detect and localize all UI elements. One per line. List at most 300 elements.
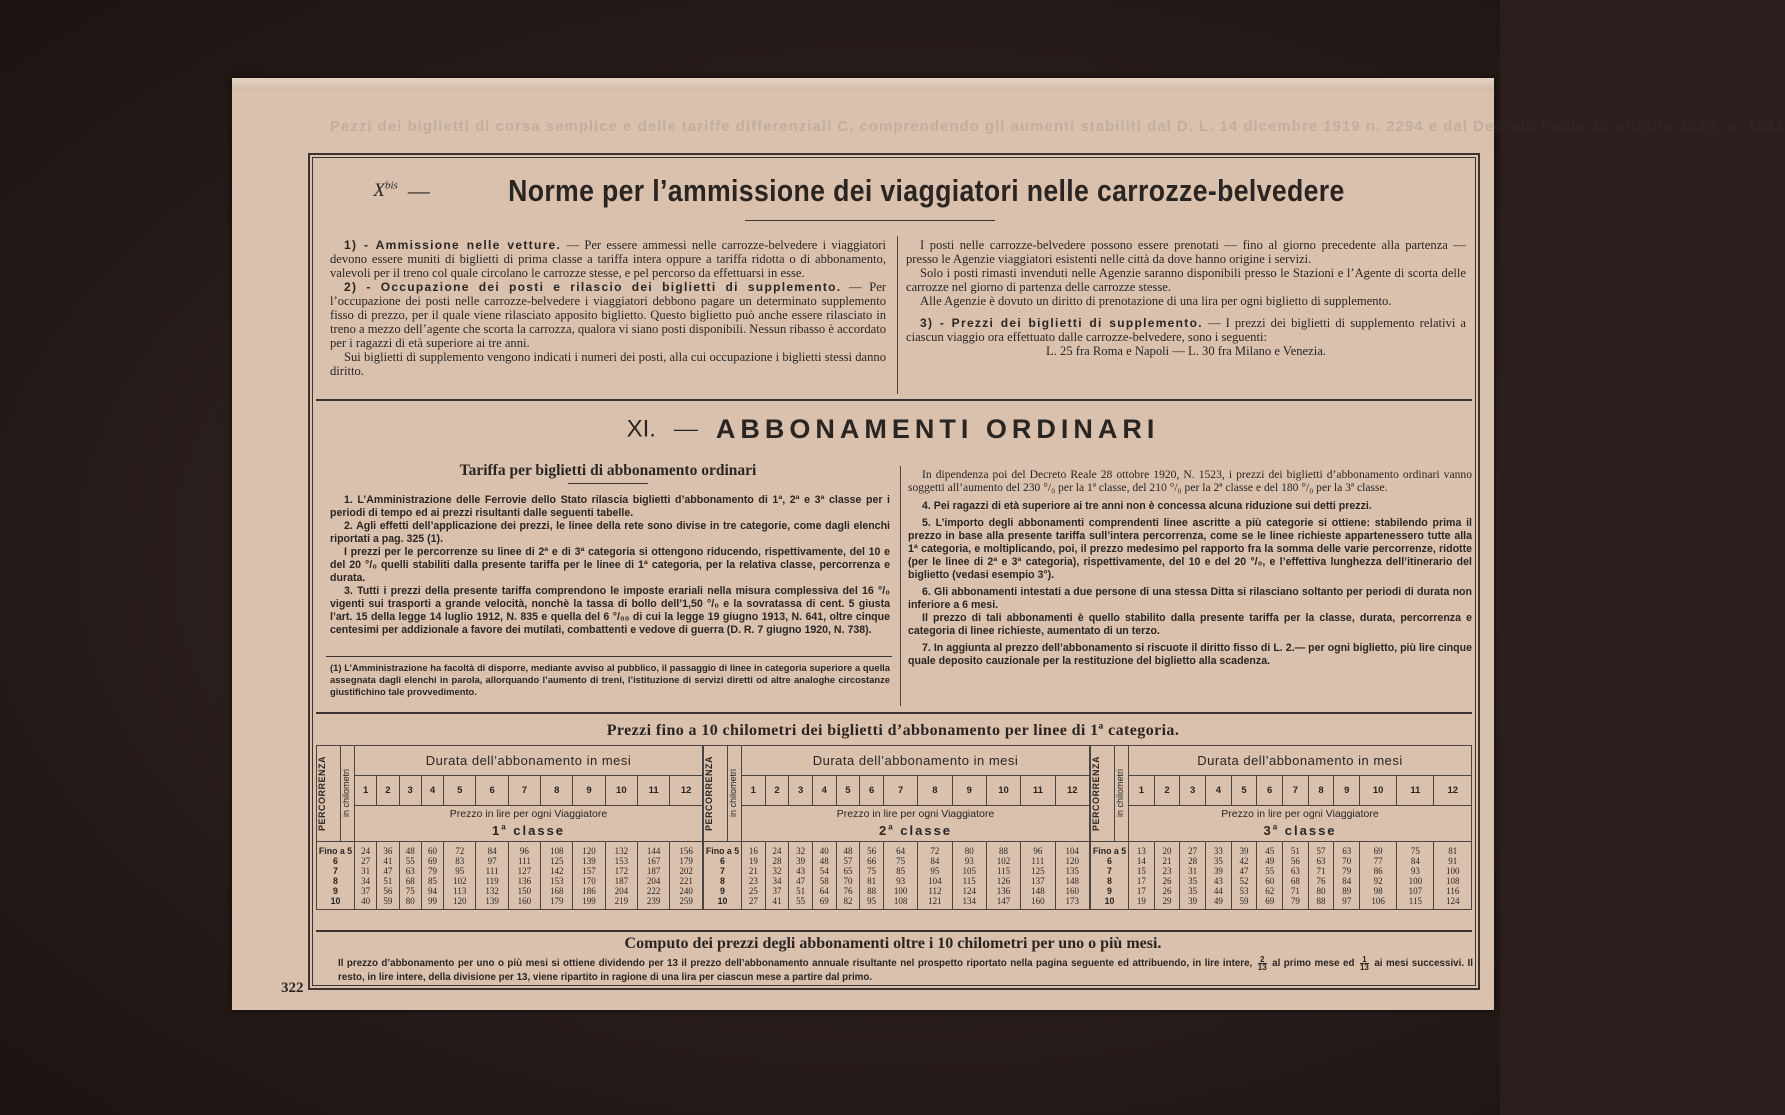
price-label: Prezzo in lire per ogni Viaggiatore: [1221, 807, 1379, 820]
price-value: 52: [1239, 875, 1249, 886]
price-value: 100: [893, 885, 908, 896]
computo-text-part-b: al primo mese ed: [1272, 958, 1355, 970]
price-value: 115: [1408, 895, 1422, 906]
price-value: 27: [361, 855, 371, 866]
month-header: 3: [399, 776, 421, 806]
rule-3-heading: 3) - Prezzi dei biglietti di supplemento.: [920, 316, 1203, 330]
supplement-prices: L. 25 fra Roma e Napoli — L. 30 fra Milano e Venezia.: [1046, 344, 1326, 358]
price-value: 57: [1316, 845, 1326, 856]
distance-value: Fino a 5: [705, 845, 740, 856]
price-value: 102: [453, 875, 467, 886]
table-bottom-rule: [316, 930, 1472, 932]
price-value: 76: [843, 885, 853, 896]
price-value: 76: [1316, 875, 1326, 886]
price-value: 172: [614, 865, 629, 876]
computo-text-part-c: ai mesi successivi. Il resto, in lire intere, della divisione per 13, viene ripartito in ragione di una lira per ciascun mese a partire dal primo.: [338, 958, 1473, 983]
price-value: 187: [614, 875, 629, 886]
price-value: 127: [517, 865, 532, 876]
distance-column: [704, 842, 742, 910]
price-value: 221: [679, 875, 693, 886]
price-value: 69: [427, 855, 437, 866]
price-value: 259: [679, 895, 693, 906]
month-header: 4: [421, 776, 443, 806]
price-value: 79: [1342, 865, 1352, 876]
price-value: 93: [964, 855, 974, 866]
price-value: 64: [896, 845, 906, 856]
tariff-article-5: 5. L’importo degli abbonamenti comprendenti linee ascritte a più categorie si ottiene: stabilendo prima il prezzo in base alla presente tariffa sull’intera percorrenza, come se le linee richieste appartenessero tutte alla 1ª categoria, e moltiplicando, poi, il prezzo medesimo pel rapporto fra la somma delle varie percorrenze, ridotte (per le linee di 2ª e 3ª categoria), rispettivamente, del 10 e del 20 °/₀, e l’effettiva lunghezza dell’itinerario del biglietto (vedasi esempio 3°).: [908, 517, 1472, 581]
price-value: 136: [996, 885, 1011, 896]
price-value: 168: [549, 885, 564, 896]
class-word: classe: [900, 823, 953, 839]
price-value: 93: [896, 875, 906, 886]
class-label: [879, 823, 952, 838]
month-header: 6: [476, 776, 508, 806]
price-value: 111: [485, 865, 499, 876]
month-header: 9: [1334, 776, 1360, 806]
price-value: 63: [405, 865, 415, 876]
prices-table-title: Prezzi fino a 10 chilometri dei biglietti d’abbonamento per linee di 1ª categoria.: [606, 722, 1180, 739]
price-value: 108: [1445, 875, 1460, 886]
price-value: 187: [646, 865, 661, 876]
price-value: 72: [455, 845, 465, 856]
price-value: 71: [1290, 885, 1300, 896]
tariffa-underline: [568, 483, 648, 484]
month-header: 3: [1180, 776, 1206, 806]
class-label: [1263, 823, 1336, 838]
distance-value: 8: [333, 875, 338, 886]
price-value: 88: [867, 885, 877, 896]
tariff-article-3: 3. Tutti i prezzi della presente tariffa comprendono le imposte erariali nella misura complessiva del 16 °/₀ vigenti sui trasporti a grande velocità, nonchè la tassa di bollo dell’1,50 °/₀ e la sovratassa di cent. 5 giusta l’art. 15 della legge 14 luglio 1912, N. 835 e quella del 6 °/₀₀ di cui la legge 19 giugno 1913, N. 641, oltre cinque centesimi per addizionale a favore dei mutilati, combattenti e vedove di guerra (D. R. 7 giugno 1920, N. 738).: [330, 585, 890, 636]
price-value: 25: [748, 885, 758, 896]
price-value: 63: [1316, 855, 1326, 866]
price-column: [670, 842, 703, 910]
month-header: 5: [444, 776, 476, 806]
price-value: 70: [843, 875, 853, 886]
price-value: 59: [383, 895, 393, 906]
price-header: [355, 806, 703, 842]
price-value: 92: [1373, 875, 1383, 886]
month-header: 1: [1129, 776, 1155, 806]
price-value: 40: [819, 845, 829, 856]
price-value: 55: [796, 895, 806, 906]
rule-2-note: Sui biglietti di supplemento vengono indicati i numeri dei posti, alla cui occupazione i biglietti stessi danno diritto.: [330, 350, 886, 378]
price-value: 104: [928, 875, 942, 886]
fraction-denominator: 13: [1359, 963, 1369, 972]
price-value: 79: [427, 865, 437, 876]
price-value: 204: [646, 875, 661, 886]
price-header: [1129, 806, 1472, 842]
price-value: 106: [1371, 895, 1385, 906]
page-edge: [232, 78, 1494, 90]
month-header: 10: [986, 776, 1020, 806]
price-value: 51: [383, 875, 393, 886]
section-separator: [316, 399, 1472, 401]
price-value: 111: [517, 855, 531, 866]
price-value: 121: [928, 895, 942, 906]
section-number: X: [373, 180, 385, 202]
price-value: 75: [867, 865, 877, 876]
class-suffix: a: [1272, 822, 1280, 832]
title-dash: —: [407, 178, 430, 203]
section-number: XI.: [626, 415, 656, 443]
price-value: 75: [896, 855, 906, 866]
price-value: 39: [796, 855, 806, 866]
month-header: 7: [1283, 776, 1309, 806]
price-value: 139: [582, 855, 596, 866]
price-value: 60: [1265, 875, 1275, 886]
price-column: [789, 842, 813, 910]
price-value: 97: [1342, 895, 1352, 906]
distance-value: 6: [333, 855, 338, 866]
price-value: 111: [1031, 855, 1045, 866]
price-header: [742, 806, 1090, 842]
km-label: chilometri: [728, 769, 738, 808]
price-value: 48: [405, 845, 415, 856]
price-value: 116: [1446, 885, 1460, 896]
month-header: 2: [1154, 776, 1180, 806]
tariff-article-7: 7. In aggiunta al prezzo dell’abbonamento si riscuote il diritto fisso di L. 2.— per ogni biglietto, più lire cinque quale deposito cauzionale per la restituzione del biglietto alla scadenza.: [908, 642, 1472, 667]
rule-1-text: — Per essere ammessi nelle carrozze-belvedere i viaggiatori devono essere muniti di biglietti di prima classe a tariffa intera oppure a tariffa ridotta o di abbonamento, valevoli per il treno col quale circolano le carrozze stesse, e pel percorso da effettuarsi in esse.: [330, 238, 886, 280]
section-xi-title: [318, 414, 1468, 452]
price-value: 160: [517, 895, 532, 906]
price-value: 63: [1290, 865, 1300, 876]
class-number: 1: [491, 823, 502, 839]
month-header: 11: [638, 776, 670, 806]
price-value: 31: [1188, 865, 1198, 876]
month-header: 2: [377, 776, 399, 806]
price-value: 71: [1316, 865, 1326, 876]
price-value: 93: [1410, 865, 1420, 876]
price-column: [377, 842, 399, 910]
month-header: 12: [1434, 776, 1472, 806]
km-header: [728, 746, 742, 842]
price-column: [638, 842, 670, 910]
month-header: 8: [541, 776, 573, 806]
class-word: classe: [1284, 823, 1337, 839]
price-value: 39: [1213, 865, 1223, 876]
price-value: 17: [1136, 875, 1146, 886]
price-value: 49: [1213, 895, 1223, 906]
distance-value: 6: [720, 855, 725, 866]
section-title-text: Norme per l’ammissione dei viaggiatori nelle carrozze-belvedere: [507, 173, 1345, 208]
rule-1-heading: 1) - Ammissione nelle vetture.: [344, 238, 562, 252]
price-value: 69: [819, 895, 829, 906]
class-number: 3: [1263, 823, 1273, 839]
price-value: 39: [1239, 845, 1249, 856]
price-column: [1180, 842, 1206, 910]
distance-column: [317, 842, 355, 910]
price-value: 47: [796, 875, 806, 886]
price-value: 199: [582, 895, 596, 906]
price-value: 107: [1408, 885, 1423, 896]
class-suffix: a: [888, 822, 895, 832]
km-label: chilometri: [1115, 769, 1125, 808]
price-value: 69: [1265, 895, 1275, 906]
price-value: 47: [383, 865, 393, 876]
price-value: 45: [1265, 845, 1275, 856]
price-value: 28: [772, 855, 782, 866]
in-label: in: [728, 810, 738, 818]
price-value: 40: [361, 895, 371, 906]
fraction-numerator: 1: [1360, 956, 1369, 964]
price-value: 179: [549, 895, 564, 906]
price-value: 137: [1031, 875, 1045, 886]
price-value: 98: [1373, 885, 1383, 896]
price-value: 81: [1448, 845, 1458, 856]
price-value: 55: [1265, 865, 1275, 876]
month-header: 10: [605, 776, 637, 806]
price-value: 95: [867, 895, 877, 906]
price-column: [742, 842, 766, 910]
price-column: [1154, 842, 1180, 910]
price-value: 34: [361, 875, 371, 886]
price-value: 85: [896, 865, 906, 876]
price-value: 105: [962, 865, 976, 876]
distance-value: 7: [1107, 865, 1112, 876]
price-value: 51: [1290, 845, 1300, 856]
price-value: 62: [1265, 885, 1275, 896]
class-suffix: a: [501, 822, 508, 832]
price-value: 75: [1410, 845, 1420, 856]
price-value: 32: [796, 845, 806, 856]
month-header: 9: [952, 776, 986, 806]
price-value: 59: [1239, 895, 1249, 906]
price-value: 82: [843, 895, 853, 906]
price-value: 142: [549, 865, 564, 876]
price-value: 147: [996, 895, 1011, 906]
month-header: 10: [1360, 776, 1397, 806]
price-value: 120: [1065, 855, 1079, 866]
percorrenza-header: [704, 746, 728, 842]
duration-header: Durata dell’abbonamento in mesi: [1129, 746, 1472, 776]
price-value: 66: [867, 855, 877, 866]
price-column: [1360, 842, 1397, 910]
rule-2-heading: 2) - Occupazione dei posti e rilascio dei biglietti di supplemento.: [344, 280, 842, 294]
price-value: 65: [843, 865, 853, 876]
price-value: 240: [679, 885, 693, 896]
month-header: 1: [355, 776, 377, 806]
price-value: 56: [1290, 855, 1300, 866]
price-value: 135: [1065, 865, 1079, 876]
month-header: 3: [789, 776, 813, 806]
price-column: [1231, 842, 1257, 910]
booking-text: I posti nelle carrozze-belvedere possono essere prenotati — fino al giorno precedente alla partenza — presso le Agenzie viaggiatori esistenti nelle città da dove hanno origine i servizi.: [906, 238, 1466, 266]
price-value: 108: [893, 895, 908, 906]
footnote-rule: [326, 656, 892, 657]
month-header: 11: [1021, 776, 1055, 806]
price-label: Prezzo in lire per ogni Viaggiatore: [449, 807, 608, 820]
price-value: 157: [582, 865, 596, 876]
price-value: 96: [519, 845, 529, 856]
month-header: 2: [765, 776, 789, 806]
price-value: 37: [361, 885, 371, 896]
distance-value: Fino a 5: [1092, 845, 1127, 856]
price-value: 219: [614, 895, 629, 906]
price-value: 64: [819, 885, 829, 896]
price-value: 42: [1239, 855, 1249, 866]
class-label: [492, 823, 565, 838]
price-value: 132: [485, 885, 499, 896]
tariff-article-6-note: Il prezzo di tali abbonamenti è quello stabilito dalla presente tariffa per la classe, durata, percorrenza e categoria di linee richieste, aumentato di un terzo.: [908, 612, 1472, 637]
price-value: 79: [1290, 895, 1300, 906]
price-column: [1055, 842, 1090, 910]
title-dash: —: [673, 416, 698, 442]
price-value: 47: [1239, 865, 1249, 876]
price-value: 160: [1065, 885, 1079, 896]
km-header: [1115, 746, 1129, 842]
price-value: 84: [930, 855, 940, 866]
price-value: 94: [427, 885, 437, 896]
price-value: 68: [405, 875, 415, 886]
section-title-text: ABBONAMENTI ORDINARI: [715, 414, 1160, 444]
price-label: Prezzo in lire per ogni Viaggiatore: [836, 807, 995, 820]
km-header: [341, 746, 355, 842]
column-divider: [900, 466, 901, 706]
xbis-right-column: [906, 238, 1466, 358]
class-word: classe: [513, 823, 566, 839]
price-column: [355, 842, 377, 910]
price-value: 28: [1188, 855, 1198, 866]
price-value: 27: [1188, 845, 1198, 856]
month-header: 5: [836, 776, 860, 806]
percorrenza-label: PERCORRENZA: [317, 755, 327, 831]
price-value: 77: [1373, 855, 1383, 866]
price-value: 81: [867, 875, 877, 886]
percorrenza-header: [1091, 746, 1115, 842]
price-value: 120: [582, 845, 596, 856]
price-column: [1206, 842, 1232, 910]
bleed-through-text: Pezzi dei biglietti di corsa semplice e delle tariffe differenziali C, comprendendo gli aumenti stabiliti dal D. L. 14 dicembre 1919 n. 2294 e dal Decreto Reale 28 ottobre 1920, n. 1523: [330, 118, 1785, 135]
price-column: [508, 842, 540, 910]
price-value: 167: [646, 855, 661, 866]
price-value: 104: [1065, 845, 1079, 856]
in-label: in: [1115, 810, 1125, 818]
distance-value: 9: [333, 885, 338, 896]
price-value: 24: [772, 845, 782, 856]
price-value: 23: [1162, 865, 1172, 876]
percorrenza-label: PERCORRENZA: [1091, 755, 1101, 831]
price-value: 58: [819, 875, 829, 886]
price-value: 113: [453, 885, 467, 896]
price-value: 34: [772, 875, 782, 886]
price-column: [1283, 842, 1309, 910]
distance-value: Fino a 5: [318, 845, 353, 856]
month-header: 9: [573, 776, 605, 806]
price-column: [605, 842, 637, 910]
price-value: 33: [1213, 845, 1223, 856]
price-value: 99: [427, 895, 437, 906]
price-value: 36: [383, 845, 393, 856]
price-column: [918, 842, 952, 910]
class-number: 2: [878, 823, 889, 839]
month-header: 11: [1397, 776, 1434, 806]
xi-left-column: [330, 494, 890, 637]
tariff-article-4: 4. Pei ragazzi di età superiore ai tre anni non è concessa alcuna riduzione sui detti prezzi.: [922, 500, 1372, 512]
km-label: chilometri: [341, 769, 351, 808]
price-column: [1397, 842, 1434, 910]
price-value: 136: [517, 875, 532, 886]
price-value: 55: [405, 855, 415, 866]
price-value: 63: [1342, 845, 1352, 856]
distance-value: 10: [1104, 895, 1115, 906]
price-value: 108: [549, 845, 564, 856]
price-value: 69: [1373, 845, 1383, 856]
price-value: 126: [996, 875, 1011, 886]
price-value: 35: [1188, 885, 1198, 896]
price-value: 80: [405, 895, 415, 906]
price-value: 85: [427, 875, 437, 886]
price-value: 60: [427, 845, 437, 856]
price-table-class-3: [1090, 745, 1472, 910]
distance-value: 8: [720, 875, 725, 886]
distance-value: 10: [717, 895, 728, 906]
price-value: 102: [996, 855, 1011, 866]
price-value: 26: [1162, 875, 1172, 886]
distance-value: 9: [720, 885, 725, 896]
price-value: 23: [748, 875, 758, 886]
tariff-article-2-note: I prezzi per le percorrenze su linee di 2ª e di 3ª categoria si ottengono riducendo, rispettivamente, del 10 e del 20 °/₀ quelli stabiliti dalla presente tariffa per le linee di 1ª categoria, per la relativa classe, percorrenza e durata.: [330, 546, 890, 584]
price-value: 16: [748, 845, 758, 856]
price-value: 125: [549, 855, 564, 866]
price-value: 70: [1342, 855, 1352, 866]
price-value: 37: [772, 885, 782, 896]
price-value: 48: [819, 855, 829, 866]
month-header: 4: [812, 776, 836, 806]
price-value: 124: [1445, 895, 1460, 906]
price-value: 19: [748, 855, 758, 866]
fraction-denominator: 13: [1257, 963, 1267, 972]
duration-header: Durata dell’abbonamento in mesi: [742, 746, 1090, 776]
price-value: 56: [867, 845, 877, 856]
section-separator: [316, 712, 1472, 714]
price-value: 31: [361, 865, 371, 876]
price-value: 115: [996, 865, 1011, 876]
price-value: 97: [487, 855, 497, 866]
price-value: 72: [930, 845, 940, 856]
price-value: 80: [964, 845, 974, 856]
month-header: 8: [918, 776, 952, 806]
computo-text: [338, 956, 1473, 984]
price-value: 84: [1342, 875, 1352, 886]
price-value: 100: [1408, 875, 1423, 886]
price-value: 148: [1031, 885, 1045, 896]
price-value: 239: [646, 895, 661, 906]
price-value: 84: [487, 845, 497, 856]
price-value: 119: [485, 875, 499, 886]
month-header: 5: [1231, 776, 1257, 806]
price-value: 124: [962, 885, 976, 896]
distance-column: [1091, 842, 1129, 910]
tariff-article-1: 1. L’Amministrazione delle Ferrovie dello Stato rilascia biglietti d’abbonamento di 1ª, 2ª e 3ª classe per i periodi di tempo ed ai prezzi risultanti dalle seguenti tabelle.: [330, 494, 890, 519]
price-value: 88: [999, 845, 1009, 856]
price-column: [444, 842, 476, 910]
price-value: 21: [1162, 855, 1172, 866]
price-value: 115: [962, 875, 976, 886]
month-header: 6: [860, 776, 884, 806]
month-header: 12: [670, 776, 703, 806]
price-column: [1257, 842, 1283, 910]
price-value: 83: [455, 855, 465, 866]
price-value: 26: [1162, 885, 1172, 896]
price-value: 57: [843, 855, 853, 866]
price-value: 17: [1136, 885, 1146, 896]
price-value: 95: [455, 865, 465, 876]
tariffa-title: Tariffa per biglietti di abbonamento ordinari: [459, 462, 757, 479]
price-column: [765, 842, 789, 910]
price-value: 134: [962, 895, 976, 906]
price-value: 156: [679, 845, 693, 856]
price-value: 150: [517, 885, 532, 896]
